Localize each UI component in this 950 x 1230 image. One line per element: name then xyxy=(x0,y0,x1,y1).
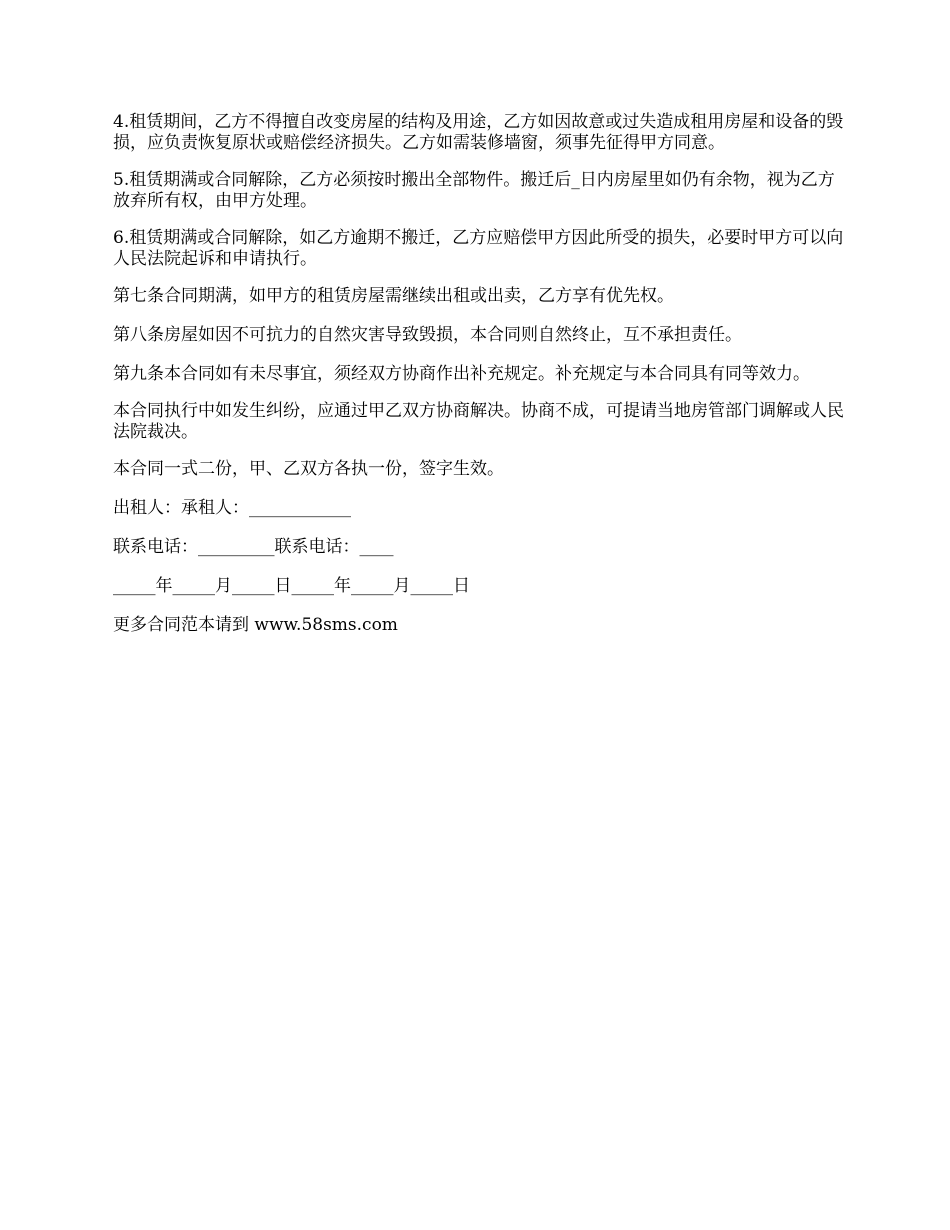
signatories-line: 出租人：承租人：____________ xyxy=(113,498,351,518)
dispute-resolution-paragraph: 本合同执行中如发生纠纷，应通过甲乙双方协商解决。协商不成，可提请当地房管部门调解或人民法院裁决。 xyxy=(113,401,844,442)
article-9-paragraph: 第九条本合同如有未尽事宜，须经双方协商作出补充规定。补充规定与本合同具有同等效力。 xyxy=(113,364,810,384)
clause-4-paragraph: 4.租赁期间，乙方不得擅自改变房屋的结构及用途，乙方如因故意或过失造成租用房屋和设备的毁损，应负责恢复原状或赔偿经济损失。乙方如需装修墙窗，须事先征得甲方同意。 xyxy=(113,112,844,153)
article-8-paragraph: 第八条房屋如因不可抗力的自然灾害导致毁损，本合同则自然终止，互不承担责任。 xyxy=(113,325,742,345)
document-page xyxy=(113,112,848,654)
article-7-paragraph: 第七条合同期满，如甲方的租赁房屋需继续出租或出卖，乙方享有优先权。 xyxy=(113,286,674,306)
date-line: _____年_____月_____日_____年_____月_____日 xyxy=(113,576,470,596)
footer-link-text: 更多合同范本请到 www.58sms.com xyxy=(113,615,398,635)
contact-phone-line: 联系电话：_________联系电话：____ xyxy=(113,537,394,557)
clause-6-paragraph: 6.租赁期满或合同解除，如乙方逾期不搬迁，乙方应赔偿甲方因此所受的损失，必要时甲方可以向人民法院起诉和申请执行。 xyxy=(113,228,844,269)
copies-paragraph: 本合同一式二份，甲、乙双方各执一份，签字生效。 xyxy=(113,459,504,479)
clause-5-paragraph: 5.租赁期满或合同解除，乙方必须按时搬出全部物件。搬迁后_日内房屋里如仍有余物，视为乙方放弃所有权，由甲方处理。 xyxy=(113,170,835,211)
